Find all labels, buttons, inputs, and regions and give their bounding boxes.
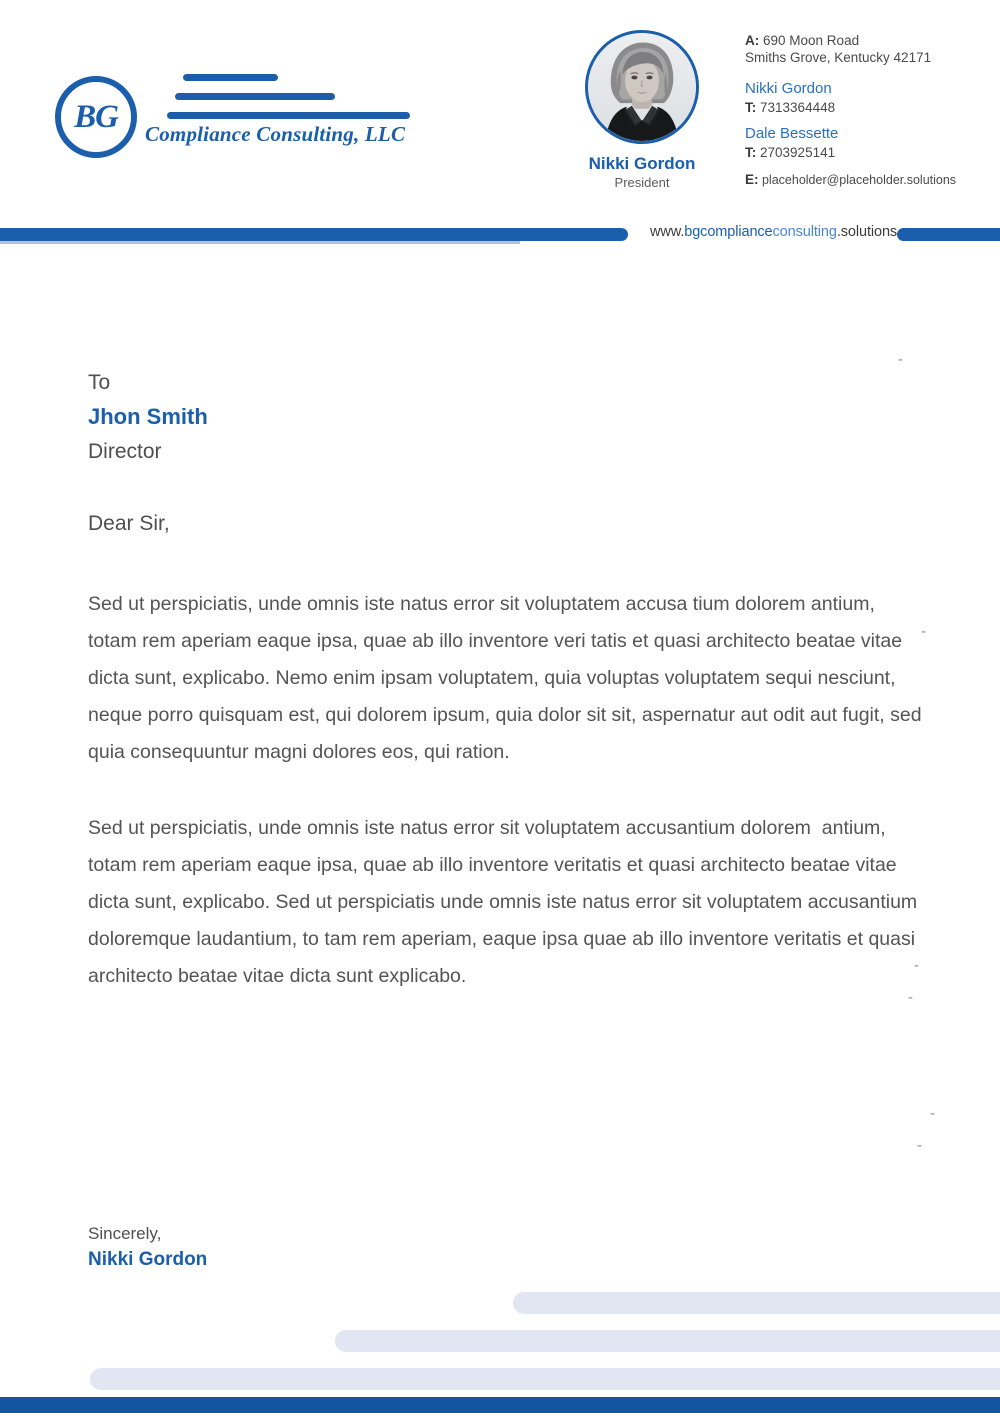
margin-dash-artifact: - bbox=[908, 989, 913, 1006]
contact-block bbox=[745, 32, 995, 189]
avatar bbox=[585, 30, 699, 144]
phone-label: T: bbox=[745, 145, 757, 160]
signer-name: Nikki Gordon bbox=[88, 1249, 208, 1270]
phone-label: T: bbox=[745, 100, 757, 115]
url-part-1: bgcompliance bbox=[684, 224, 773, 240]
header-divider bbox=[0, 224, 1000, 248]
address-label: A: bbox=[745, 33, 760, 48]
salutation: Dear Sir, bbox=[88, 512, 170, 535]
portrait-name: Nikki Gordon bbox=[588, 154, 696, 173]
phone-value[interactable]: 2703925141 bbox=[760, 145, 836, 160]
recipient-role: Director bbox=[88, 440, 162, 463]
margin-dash-artifact: - bbox=[917, 1137, 922, 1154]
footer-bar bbox=[513, 1292, 1000, 1314]
logo-speed-line-icon bbox=[167, 112, 410, 119]
body-paragraph-2: Sed ut perspiciatis, unde omnis iste natus error sit voluptatem accusantium dolorem antium, totam rem aperiam eaque ipsa, quae ab illo inventore veritatis et quasi architecto beatae vitae dicta sunt, explicabo. Sed ut perspiciatis unde omnis iste natus error sit voluptatem accusantium doloremque laudantium, to tam rem aperiam, eaque ipsa quae ab illo inventore veritatis et quasi architecto beatae vitae dicta sunt explicabo. bbox=[88, 817, 923, 987]
contact-person-1-name: Nikki Gordon bbox=[745, 80, 832, 97]
contact-person-2-name: Dale Bessette bbox=[745, 125, 839, 142]
divider-bar-left bbox=[0, 228, 628, 241]
closing-text: Sincerely, bbox=[88, 1224, 162, 1243]
footer-bar bbox=[335, 1330, 1000, 1352]
phone-value[interactable]: 7313364448 bbox=[760, 100, 836, 115]
divider-underline bbox=[0, 241, 520, 244]
contact-person-1-phone bbox=[745, 98, 995, 117]
email-label: E: bbox=[745, 172, 759, 187]
url-part-2: consulting bbox=[772, 224, 837, 240]
url-suffix: .solutions bbox=[836, 224, 898, 240]
company-logo bbox=[55, 62, 485, 157]
recipient-name: Jhon Smith bbox=[88, 404, 208, 429]
margin-dash-artifact: - bbox=[921, 623, 926, 640]
portrait-role: President bbox=[614, 175, 670, 190]
to-label: To bbox=[88, 371, 111, 394]
logo-speed-line-icon bbox=[183, 74, 278, 81]
footer-decoration bbox=[0, 1286, 1000, 1391]
signature-block bbox=[88, 1222, 207, 1274]
email-value[interactable]: placeholder@placeholder.solutions bbox=[761, 173, 957, 187]
logo-wordmark: Compliance Consulting, LLC bbox=[145, 122, 406, 146]
portrait-block bbox=[583, 30, 701, 190]
contact-email bbox=[745, 171, 995, 189]
margin-dash-artifact: - bbox=[930, 1105, 935, 1122]
letterhead-header bbox=[0, 0, 1000, 218]
divider-bar-right bbox=[897, 228, 1000, 241]
logo-monogram: BG bbox=[74, 98, 118, 135]
footer-bar bbox=[90, 1368, 1000, 1390]
website-url[interactable] bbox=[650, 224, 897, 240]
portrait-photo-icon bbox=[588, 33, 696, 141]
letter-body bbox=[88, 368, 928, 995]
contact-person-2-phone bbox=[745, 143, 995, 162]
address-line-2: Smiths Grove, Kentucky 42171 bbox=[745, 50, 932, 65]
margin-dash-artifact: - bbox=[914, 957, 919, 974]
margin-dash-artifact: - bbox=[898, 351, 903, 368]
logo-speed-line-icon bbox=[175, 93, 335, 100]
address bbox=[745, 32, 995, 66]
url-prefix: www. bbox=[650, 224, 685, 240]
body-paragraph-1: Sed ut perspiciatis, unde omnis iste natus error sit voluptatem accusa tium dolorem antium, totam rem aperiam eaque ipsa, quae ab illo inventore veri tatis et quasi architecto beatae vitae dicta sunt, explicabo. Nemo enim ipsam voluptatem, quia voluptas voluptatem sequi nesciunt, neque porro quisquam est, qui dolorem ipsum, quia dolor sit sit, aspernatur aut odit aut fugit, sed quia consequuntur magni dolores eos, qui ration. bbox=[88, 593, 927, 763]
address-line-1: 690 Moon Road bbox=[763, 33, 860, 48]
footer-rule bbox=[0, 1397, 1000, 1413]
